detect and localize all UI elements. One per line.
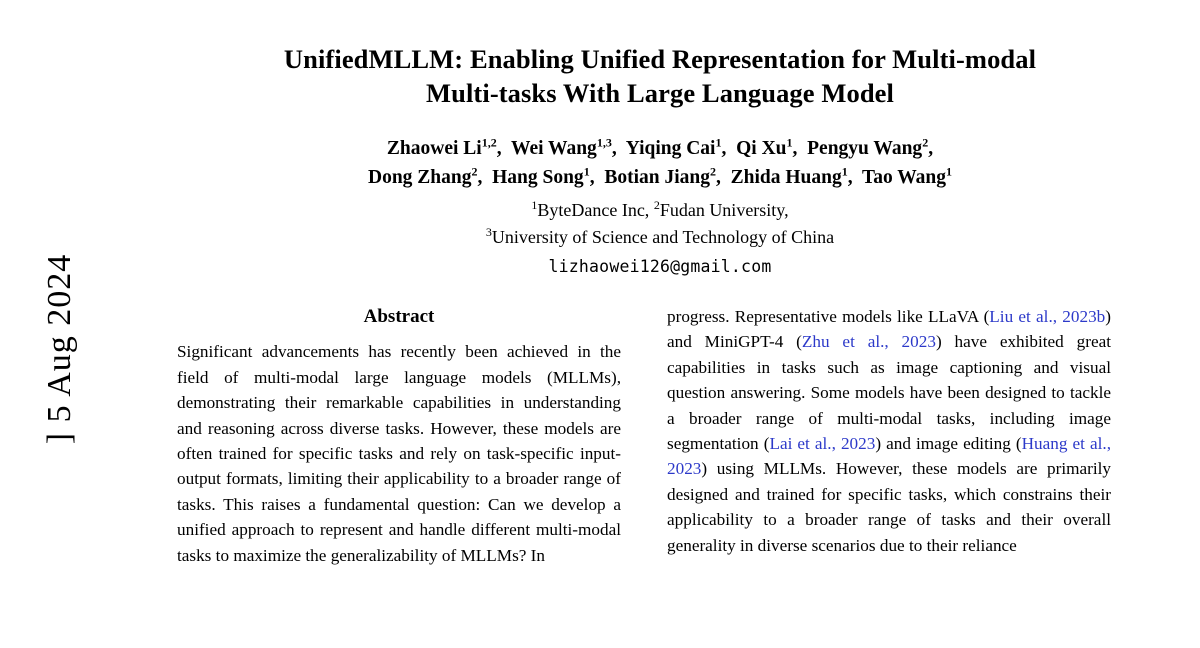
citation-link-huang[interactable]: Huang et al., 2023: [667, 434, 1111, 479]
author-affil-marker: 2: [471, 164, 478, 179]
abstract-text: Significant advancements has recently been achieved in the field of multi-modal large language models (MLLMs), demonstrating their remarkable capabilities in understanding and reasoning across diverse tasks. However, these models are often trained for specific tasks and rely on task-specific input-output formats, limiting their applicability to a broader range of tasks. This raises a fundamental question: Can we develop a unified approach to represent and handle different multi-modal tasks to maximize the generalizability of MLLMs? In: [177, 342, 621, 565]
introduction-text: [667, 304, 1111, 558]
abstract-heading: Abstract: [363, 306, 435, 327]
author-separator: ,: [496, 138, 507, 159]
author-affil-marker: 1: [946, 164, 952, 179]
two-column-body: [120, 304, 1200, 568]
author-affil-marker: 1,2: [481, 135, 497, 150]
author-name: Tao Wang: [861, 167, 946, 188]
author-name: Yiqing Cai: [625, 138, 716, 159]
affiliation-marker: 3: [485, 225, 492, 239]
citation-link-zhu[interactable]: Zhu et al., 2023: [801, 332, 936, 352]
author-name: Dong Zhang: [367, 167, 472, 188]
author: [511, 135, 622, 159]
citation-link-lai[interactable]: Lai et al., 2023: [769, 434, 876, 454]
author-separator: ,: [928, 138, 934, 159]
affiliation-text: University of Science and Technology of China: [491, 227, 835, 247]
right-column: [667, 304, 1111, 568]
author-separator: ,: [715, 167, 726, 188]
author: [367, 164, 488, 188]
intro-seg-2: ) and MiniGPT-4 (: [667, 307, 1111, 352]
author-separator: ,: [611, 138, 622, 159]
author-line-2: [160, 163, 1160, 192]
author-name: Zhaowei Li: [386, 138, 482, 159]
author: [492, 164, 600, 188]
author-name: Qi Xu: [736, 138, 787, 159]
author-affil-marker: 1: [841, 164, 848, 179]
contact-email[interactable]: lizhaowei126@gmail.com: [548, 257, 772, 276]
author-line-1: [160, 134, 1160, 163]
intro-seg-1: progress. Representative models like LLaVA (: [667, 307, 990, 326]
author: [625, 135, 732, 159]
affiliation-marker: 2: [653, 198, 660, 212]
affiliation-line-2: [120, 224, 1200, 251]
page-title: [120, 42, 1200, 110]
author-affil-marker: 2: [922, 135, 929, 150]
author-name: Pengyu Wang: [807, 138, 923, 159]
arxiv-vertical-stamp: [0, 0, 120, 648]
author-separator: ,: [847, 167, 858, 188]
intro-seg-5: ) using MLLMs. However, these models are primarily designed and trained for specific tasks, which constrains their applicability to a broader range of tasks and their overall generality in diverse scenarios due to their reliance: [667, 459, 1111, 555]
citation-link-liu[interactable]: Liu et al., 2023b: [989, 307, 1106, 326]
author: [604, 164, 726, 188]
intro-seg-3: ) have exhibited great capabilities in tasks such as image captioning and visual question answering. Some models have been designed to tackle a broader range of multi-modal tasks, including image segmentation (: [667, 332, 1111, 454]
paper-page: [120, 0, 1200, 648]
left-column: [177, 304, 621, 568]
author-affil-marker: 1: [583, 164, 590, 179]
author-affil-marker: 1: [715, 135, 722, 150]
author-affil-marker: 1,3: [596, 135, 612, 150]
author: [730, 164, 858, 188]
arxiv-stamp-text: ] 5 Aug 2024: [41, 253, 78, 445]
author-separator: ,: [721, 138, 732, 159]
affiliation-text: Fudan University,: [659, 200, 789, 220]
author-separator: ,: [589, 167, 600, 188]
affiliation-marker: 1: [531, 198, 538, 212]
author: [386, 135, 507, 159]
author-name: Botian Jiang: [604, 167, 710, 188]
author-list: [120, 134, 1200, 192]
title-line-2: Multi-tasks With Large Language Model: [426, 78, 894, 108]
author-affil-marker: 2: [709, 164, 716, 179]
intro-seg-4: ) and image editing (: [875, 434, 1022, 454]
affiliation-line-1: [120, 197, 1200, 224]
affiliation-text: ByteDance Inc,: [537, 200, 654, 220]
author-separator: ,: [792, 138, 803, 159]
author: [736, 135, 803, 159]
title-line-1: UnifiedMLLM: Enabling Unified Representation for Multi-modal: [283, 44, 1037, 74]
author-name: Hang Song: [492, 167, 584, 188]
author: [861, 164, 952, 188]
affiliations: [120, 197, 1200, 251]
author-name: Wei Wang: [511, 138, 597, 159]
author: [807, 135, 934, 159]
author-name: Zhida Huang: [730, 167, 842, 188]
author-affil-marker: 1: [786, 135, 793, 150]
author-separator: ,: [477, 167, 488, 188]
